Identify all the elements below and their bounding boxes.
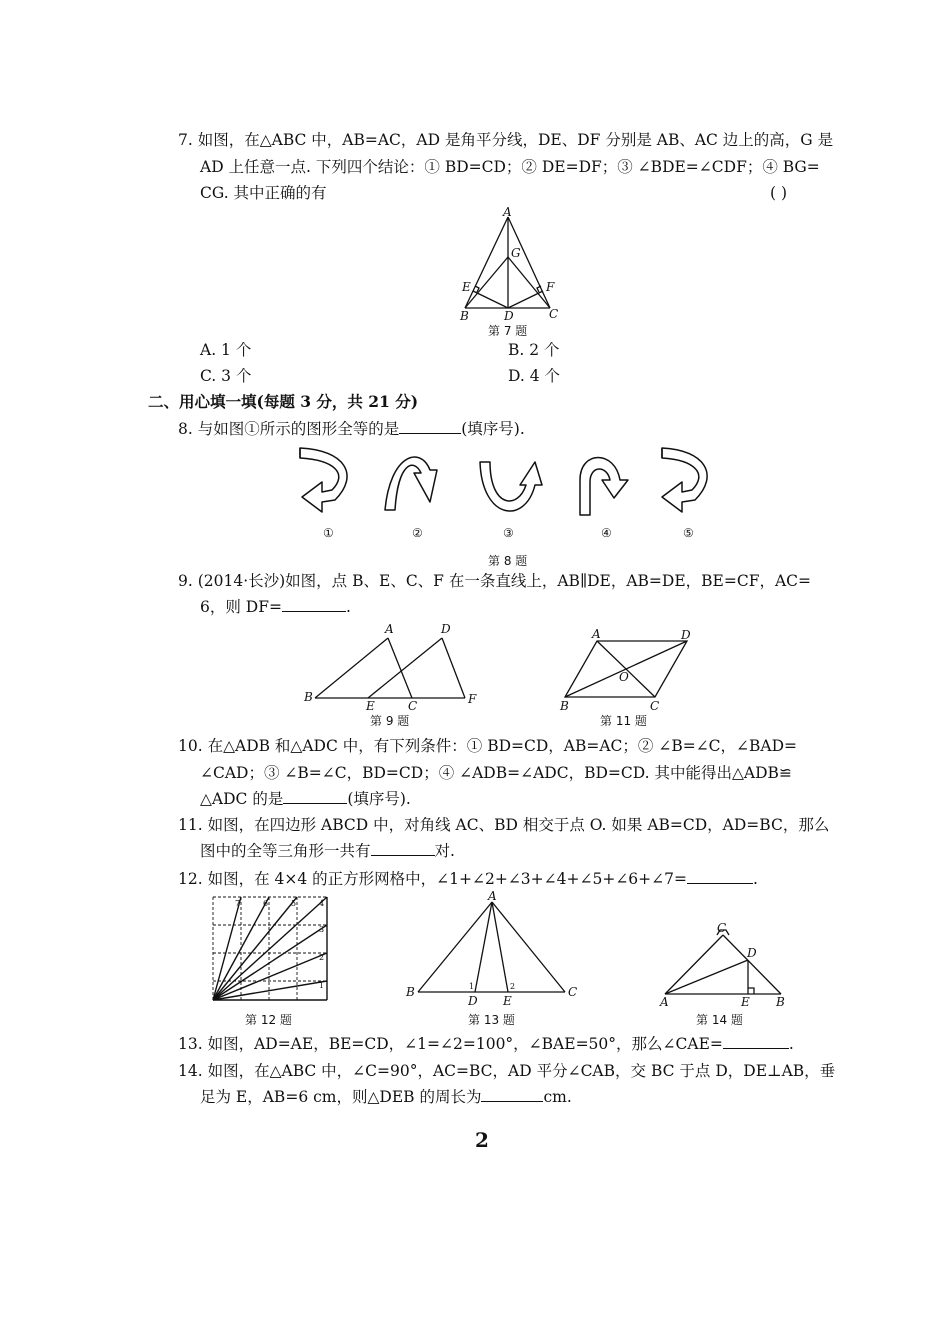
q8-caption: 第 8 题 [488, 554, 528, 568]
q13-angle-1: 1 [469, 982, 475, 991]
q14-figure-caption: 第 14 题 [696, 1013, 743, 1027]
q7-label-C: C [549, 307, 559, 321]
q14-label-C: C [717, 921, 727, 935]
q9-answer-blank[interactable] [282, 595, 346, 612]
q8-figure [290, 440, 740, 540]
q13-figure [400, 890, 590, 1010]
q7-figure [455, 205, 565, 335]
q7-line-2: AD 上任意一点. 下列四个结论：① BD=CD；② DE=DF；③ ∠BDE=∠CDF；④ BG= [200, 158, 820, 176]
q9-line-2 [200, 594, 351, 620]
section-2-heading: 二、用心填一填(每题 3 分，共 21 分) [148, 392, 419, 411]
q8-label-4: ④ [601, 526, 612, 540]
q13-label-C: C [568, 985, 578, 999]
q7-label-A: A [503, 205, 512, 219]
q11-answer-blank[interactable] [371, 839, 435, 856]
q11-label-O: O [619, 670, 629, 684]
q10-line-1: 10. 在△ADB 和△ADC 中，有下列条件：① BD=CD，AB=AC；② ∠B=∠C，∠BAD= [178, 737, 798, 755]
q10-line-3-after: (填序号). [347, 790, 411, 808]
q10-line-3 [200, 786, 411, 812]
q12-figure [208, 892, 333, 1007]
q13-label-D: D [468, 994, 478, 1008]
q9-figure [300, 620, 490, 715]
q14-label-E: E [741, 995, 750, 1009]
q14-label-B: B [776, 995, 785, 1009]
q11-line-1: 11. 如图，在四边形 ABCD 中，对角线 AC、BD 相交于点 O. 如果 AB=CD，AD=BC，那么 [178, 816, 830, 834]
q8-text-before: 8. 与如图①所示的图形全等的是 [178, 420, 400, 438]
q7-line-3: CG. 其中正确的有 [200, 184, 327, 202]
q14-figure [655, 920, 795, 1015]
q14-line-2-before: 足为 E，AB=6 cm，则△DEB 的周长为 [200, 1088, 482, 1106]
q13-label-B: B [406, 985, 415, 999]
q8-text-after: (填序号). [461, 420, 525, 438]
q12-angle-2: 2 [319, 953, 325, 962]
q11-label-A: A [592, 627, 601, 641]
q7-option-d: D. 4 个 [508, 367, 561, 385]
q7-answer-paren: ( ) [770, 184, 788, 202]
q14-label-A: A [660, 995, 669, 1009]
q7-option-b: B. 2 个 [508, 341, 560, 359]
q8-answer-blank[interactable] [399, 417, 461, 434]
q10-answer-blank[interactable] [283, 787, 347, 804]
q11-line-2 [200, 838, 455, 864]
q12-text-before: 12. 如图，在 4×4 的正方形网格中，∠1+∠2+∠3+∠4+∠5+∠6+∠7= [178, 870, 687, 888]
q11-label-C: C [650, 699, 660, 713]
q12-angle-3: 3 [319, 925, 325, 934]
q13-answer-blank[interactable] [723, 1032, 789, 1049]
q9-label-E: E [366, 699, 375, 713]
q11-label-D: D [681, 628, 691, 642]
q9-line-2-before: 6，则 DF= [200, 598, 282, 616]
q13-text-before: 13. 如图，AD=AE，BE=CD，∠1=∠2=100°，∠BAE=50°，那么∠CAE= [178, 1035, 723, 1053]
q9-label-B: B [304, 690, 313, 704]
q7-option-a: A. 1 个 [200, 341, 252, 359]
q9-label-A: A [385, 622, 394, 636]
q12-angle-6: 6 [263, 899, 269, 908]
q7-line-1: 7. 如图，在△ABC 中，AB=AC，AD 是角平分线，DE、DF 分别是 AB、AC 边上的高，G 是 [178, 131, 834, 149]
q7-label-D: D [504, 309, 514, 323]
q12-text [178, 866, 758, 892]
q13-label-E: E [503, 994, 512, 1008]
q14-answer-blank[interactable] [481, 1085, 543, 1102]
q11-line-2-before: 图中的全等三角形一共有 [200, 842, 371, 860]
q9-line-1: 9. (2014·长沙)如图，点 B、E、C、F 在一条直线上，AB∥DE，AB=DE，BE=CF，AC= [178, 572, 812, 590]
q12-angle-5: 5 [291, 899, 297, 908]
q12-text-after: . [753, 870, 758, 888]
q9-caption: 第 9 题 [370, 714, 410, 728]
q12-angle-7: 7 [235, 899, 241, 908]
q7-option-c: C. 3 个 [200, 367, 252, 385]
q13-caption: 第 13 题 [468, 1013, 515, 1027]
q9-line-2-after: . [345, 598, 351, 616]
q11-label-B: B [560, 699, 569, 713]
q12-caption: 第 12 题 [245, 1013, 292, 1027]
q12-angle-4: 4 [319, 899, 325, 908]
q13-text-after: . [788, 1035, 794, 1053]
q14-label-D: D [747, 946, 757, 960]
q9-label-F: F [468, 692, 477, 706]
q12-angle-1: 1 [319, 981, 325, 990]
q8-text [178, 416, 525, 442]
q14-line-2-after: cm. [543, 1088, 572, 1106]
q7-label-B: B [460, 309, 469, 323]
q8-label-1: ① [323, 526, 334, 540]
q7-label-G: G [511, 246, 521, 260]
q14-line-1: 14. 如图，在△ABC 中，∠C=90°，AC=BC，AD 平分∠CAB，交 BC 于点 D，DE⊥AB，垂 [178, 1062, 836, 1080]
page-number: 2 [475, 1128, 489, 1152]
q9-label-D: D [441, 622, 451, 636]
q7-label-F: F [546, 280, 555, 294]
q13-angle-2: 2 [510, 982, 516, 991]
q8-label-5: ⑤ [683, 526, 694, 540]
q14-line-2 [200, 1084, 572, 1110]
q11-figure [555, 625, 705, 715]
q12-answer-blank[interactable] [687, 867, 753, 884]
q13-label-A: A [488, 889, 497, 903]
q13-text [178, 1031, 794, 1057]
q7-caption: 第 7 题 [488, 324, 528, 338]
q7-label-E: E [462, 280, 471, 294]
q10-line-3-before: △ADC 的是 [200, 790, 284, 808]
q10-line-2: ∠CAD；③ ∠B=∠C，BD=CD；④ ∠ADB=∠ADC，BD=CD. 其中能得出△ADB≌ [200, 764, 792, 782]
q9-label-C: C [408, 699, 418, 713]
q8-label-2: ② [412, 526, 423, 540]
q8-label-3: ③ [503, 526, 514, 540]
q11-line-2-after: 对. [434, 842, 455, 860]
q11-figure-caption: 第 11 题 [600, 714, 647, 728]
